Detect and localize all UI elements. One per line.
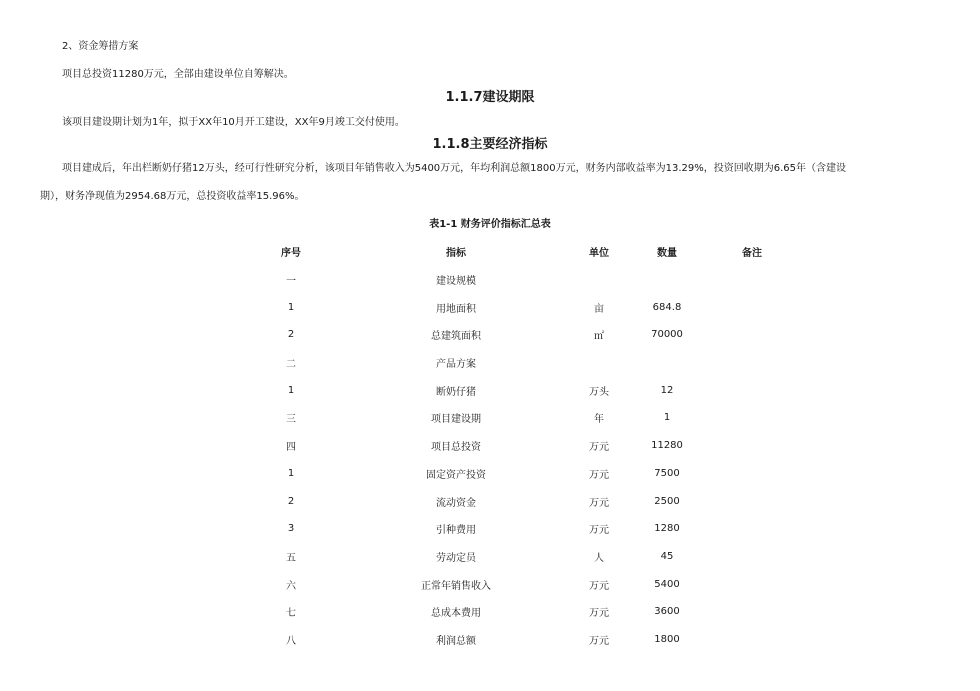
- economic-paragraph-line2: 期），财务净现值为2954.68万元，总投资收益率15.96%。: [40, 191, 305, 202]
- table-row: [236, 515, 802, 543]
- header-remarks: 备注: [742, 248, 762, 260]
- heading-construction-period: 1.1.7建设期限: [445, 90, 535, 105]
- cell-serial: 3: [287, 523, 295, 535]
- cell-indicator: 正常年销售收入: [421, 580, 491, 592]
- economic-paragraph-line1: 项目建成后，年出栏断奶仔猪12万头，经可行性研究分析，该项目年销售收入为5400万元，年均利润总额1800万元，财务内部收益率为13.29%，投资回收期为6.65年（含建设: [62, 163, 847, 174]
- table-row: [236, 321, 802, 349]
- cell-remarks: [702, 321, 802, 349]
- cell-quantity: 3600: [654, 606, 680, 618]
- cell-quantity: 11280: [651, 440, 683, 452]
- cell-serial: 三: [286, 414, 296, 426]
- table-row: [236, 487, 802, 515]
- cell-quantity: 684.8: [652, 301, 682, 313]
- table-row: [236, 570, 802, 598]
- cell-quantity: 7500: [654, 467, 680, 479]
- cell-unit: ㎡: [594, 331, 604, 343]
- cell-quantity: [632, 349, 702, 377]
- cell-remarks: [702, 626, 802, 654]
- cell-remarks: [702, 432, 802, 460]
- cell-indicator: 断奶仔猪: [436, 386, 476, 398]
- cell-remarks: [702, 487, 802, 515]
- cell-remarks: [702, 349, 802, 377]
- cell-serial: 1: [287, 384, 295, 396]
- cell-serial: 二: [286, 359, 296, 371]
- cell-quantity: 12: [660, 384, 674, 396]
- cell-quantity: 70000: [651, 329, 683, 341]
- header-serial: 序号: [281, 248, 301, 260]
- funding-subtitle: 2、资金筹措方案: [62, 41, 139, 52]
- cell-unit: 万元: [589, 442, 609, 454]
- header-unit: 单位: [589, 248, 609, 260]
- cell-indicator: 利润总额: [436, 635, 476, 647]
- cell-unit: [566, 349, 632, 377]
- cell-unit: 年: [594, 414, 604, 426]
- cell-quantity: 45: [660, 550, 674, 562]
- cell-remarks: [702, 460, 802, 488]
- cell-serial: 六: [286, 580, 296, 592]
- cell-unit: 人: [594, 552, 604, 564]
- cell-remarks: [702, 570, 802, 598]
- table-row: [236, 598, 802, 626]
- cell-unit: 万头: [589, 386, 609, 398]
- cell-serial: 1: [287, 301, 295, 313]
- table-header-row: [236, 238, 802, 266]
- cell-unit: 万元: [589, 635, 609, 647]
- table-row: [236, 460, 802, 488]
- table-row: [236, 626, 802, 654]
- table-row: [236, 266, 802, 294]
- cell-indicator: 项目总投资: [431, 442, 481, 454]
- cell-indicator: 总成本费用: [431, 608, 481, 620]
- cell-indicator: 建设规模: [436, 276, 476, 288]
- cell-serial: 八: [286, 635, 296, 647]
- cell-serial: 四: [286, 442, 296, 454]
- financial-indicator-table: [236, 238, 802, 653]
- heading-economic-indicators: 1.1.8主要经济指标: [432, 137, 548, 152]
- cell-indicator: 流动资金: [436, 497, 476, 509]
- cell-serial: 2: [287, 495, 295, 507]
- table-caption: 表1-1 财务评价指标汇总表: [429, 219, 551, 230]
- cell-quantity: 2500: [654, 495, 680, 507]
- cell-indicator: 劳动定员: [436, 552, 476, 564]
- cell-remarks: [702, 598, 802, 626]
- table-row: [236, 404, 802, 432]
- cell-serial: 一: [286, 276, 296, 288]
- cell-quantity: 5400: [654, 578, 680, 590]
- cell-quantity: 1800: [654, 633, 680, 645]
- funding-paragraph: 项目总投资11280万元，全部由建设单位自筹解决。: [62, 69, 294, 80]
- cell-indicator: 项目建设期: [431, 414, 481, 426]
- cell-remarks: [702, 376, 802, 404]
- cell-remarks: [702, 515, 802, 543]
- table-row: [236, 432, 802, 460]
- table-row: [236, 349, 802, 377]
- cell-serial: 五: [286, 552, 296, 564]
- cell-indicator: 引种费用: [436, 525, 476, 537]
- table-row: [236, 543, 802, 571]
- cell-indicator: 用地面积: [436, 303, 476, 315]
- cell-remarks: [702, 266, 802, 294]
- cell-serial: 七: [286, 608, 296, 620]
- cell-unit: 万元: [589, 525, 609, 537]
- cell-unit: 万元: [589, 497, 609, 509]
- cell-indicator: 产品方案: [436, 359, 476, 371]
- cell-remarks: [702, 404, 802, 432]
- cell-unit: 亩: [594, 303, 604, 315]
- construction-period-paragraph: 该项目建设期计划为1年，拟于XX年10月开工建设，XX年9月竣工交付使用。: [62, 117, 405, 128]
- cell-quantity: 1: [663, 412, 671, 424]
- cell-unit: 万元: [589, 469, 609, 481]
- cell-quantity: [632, 266, 702, 294]
- cell-unit: [566, 266, 632, 294]
- cell-serial: 2: [287, 329, 295, 341]
- table-row: [236, 376, 802, 404]
- cell-remarks: [702, 293, 802, 321]
- header-indicator: 指标: [446, 248, 466, 260]
- cell-remarks: [702, 543, 802, 571]
- header-quantity: 数量: [657, 248, 677, 260]
- cell-serial: 1: [287, 467, 295, 479]
- cell-indicator: 固定资产投资: [426, 469, 486, 481]
- cell-quantity: 1280: [654, 523, 680, 535]
- cell-indicator: 总建筑面积: [431, 331, 481, 343]
- cell-unit: 万元: [589, 580, 609, 592]
- table-row: [236, 293, 802, 321]
- cell-unit: 万元: [589, 608, 609, 620]
